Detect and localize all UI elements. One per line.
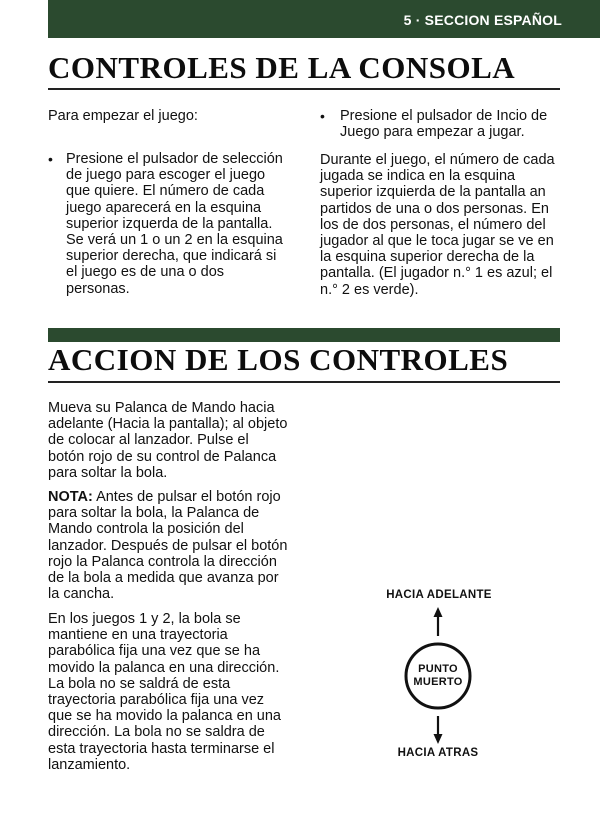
paragraph-nota (48, 489, 288, 602)
section-title-consola: CONTROLES DE LA CONSOLA (48, 50, 516, 85)
bullet-dot: • (48, 151, 53, 167)
section-title-acciones: ACCION DE LOS CONTROLES (48, 342, 509, 377)
section-divider-band (48, 328, 560, 342)
paragraph-trayectoria: En los juegos 1 y 2, la bola se mantiene en una trayectoria parabólica fija una vez que se ha movido la palanca en una dirección. La bola no se saldrá de esta trayectoria parabólica fija una vez que se ha movido la palanca en una dirección. La bola no se saldra de esta trayectoria hasta terminarse el lanzamiento. (48, 611, 281, 773)
nota-text: Antes de pulsar el botón rojo para soltar la bola, la Palanca de Mando controla la posición del lanzador. Después de pulsar el botón rojo la Palanca controla la dirección de la bola a medida que avanza por la cancha. (48, 489, 288, 603)
paragraph-palanca: Mueva su Palanca de Mando hacia adelante (Hacia la pantalla); al objeto de colocar al lanzador. Pulse el botón rojo de su control de Palanca para soltar la bola. (48, 400, 288, 481)
bullet-start-game: Presione el pulsador de Incio de Juego para empezar a jugar. (340, 108, 548, 141)
intro-text: Para empezar el juego: (48, 108, 198, 124)
bullet-dot: • (320, 108, 325, 124)
backward-label: HACIA ATRAS (397, 747, 479, 759)
title-rule (48, 381, 560, 383)
backward-arrow-icon (434, 734, 443, 744)
dead-center-line1: PUNTO (418, 663, 458, 675)
dead-center-line2: MUERTO (413, 676, 463, 688)
forward-label: HACIA ADELANTE (386, 589, 492, 601)
nota-label: NOTA: (48, 489, 93, 505)
title-rule (48, 88, 560, 90)
forward-arrow-icon (434, 607, 443, 617)
bullet-select-game: Presione el pulsador de selección de juego para escoger el juego que quiere. El número de cada juego aparecerá en la esquina superior izquerda de la pantalla. Se verá un 1 o un 2 en la esquina superior derecha, que indicará si el juego es de una o dos personas. (66, 151, 283, 297)
section-header-label: 5 · SECCION ESPAÑOL (403, 12, 562, 28)
paragraph-during-game: Durante el juego, el número de cada jugada se indica en la esquina superior izquierda de la pantalla an partidos de una o dos personas. En los de dos personas, el número del jugador al que le toca jugar se ve en la esquina superior derecha de la pantalla. (El jugador n.° 1 es azul; el n.° 2 es verde). (320, 152, 555, 298)
